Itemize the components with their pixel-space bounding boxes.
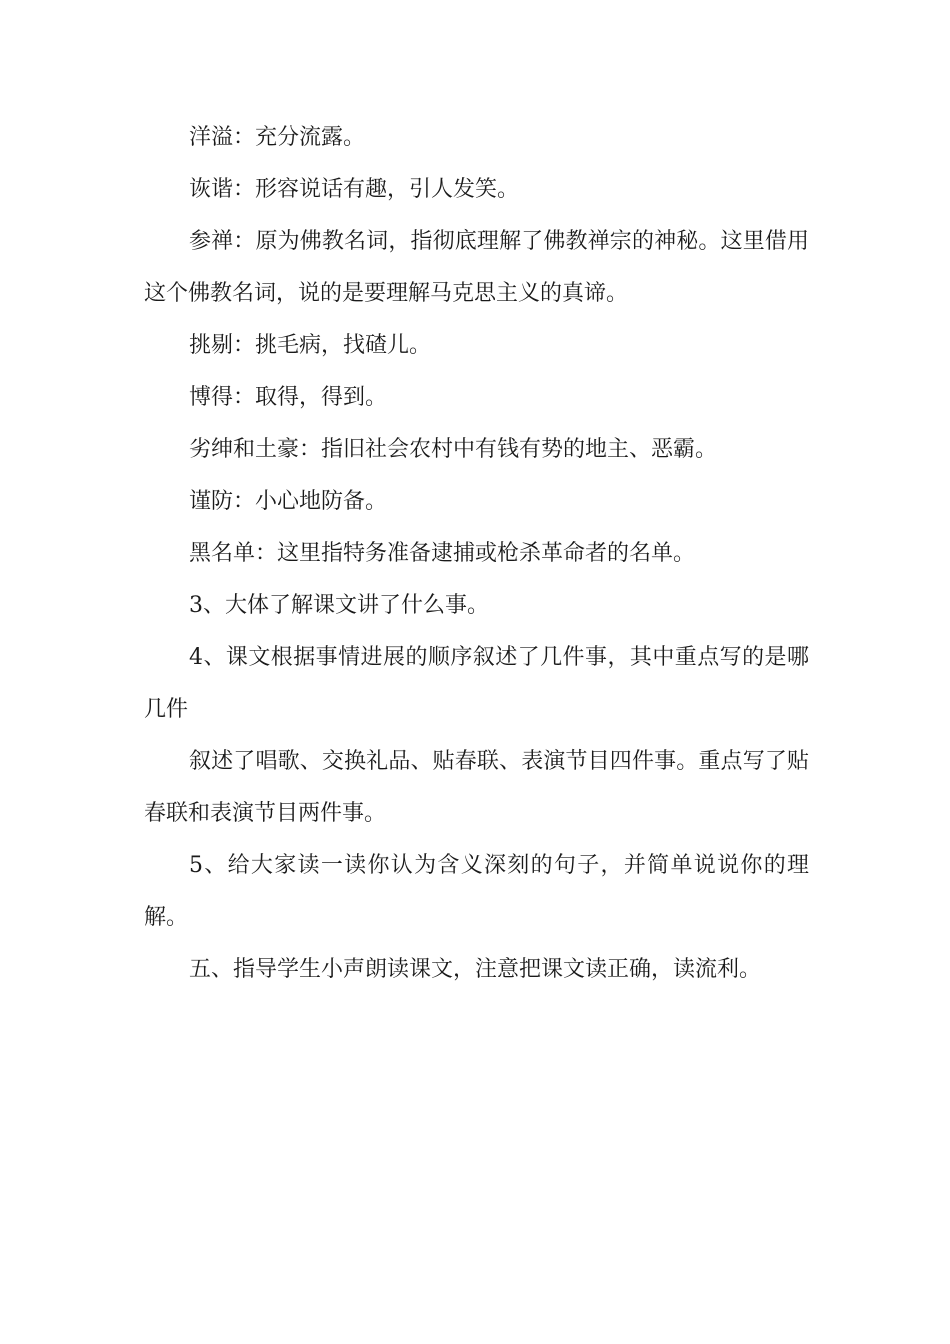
paragraph-tiaoti: 挑剔：挑毛病，找碴儿。 [189, 333, 432, 358]
paragraph-heimingdan: 黑名单：这里指特务准备逮捕或枪杀革命者的名单。 [189, 541, 696, 566]
paragraph-huixie: 诙谐：形容说话有趣，引人发笑。 [189, 177, 520, 202]
paragraph-yangyi: 洋溢：充分流露。 [189, 125, 366, 150]
paragraph-bode: 博得：取得，得到。 [189, 385, 388, 410]
document-body [144, 112, 809, 996]
paragraph-jinfang: 谨防：小心地防备。 [189, 489, 388, 514]
paragraph-lieshen: 劣绅和土豪：指旧社会农村中有钱有势的地主、恶霸。 [189, 437, 718, 462]
paragraph-item-4-answer: 叙述了唱歌、交换礼品、贴春联、表演节目四件事。重点写了贴春联和表演节目两件事。 [144, 749, 809, 826]
paragraph-canchan: 参禅：原为佛教名词，指彻底理解了佛教禅宗的神秘。这里借用这个佛教名词，说的是要理解马克思主义的真谛。 [144, 229, 809, 306]
paragraph-section-5: 五、指导学生小声朗读课文，注意把课文读正确，读流利。 [189, 957, 762, 982]
paragraph-item-3: 3、大体了解课文讲了什么事。 [189, 593, 489, 618]
paragraph-item-4: 4、课文根据事情进展的顺序叙述了几件事，其中重点写的是哪几件 [144, 645, 809, 722]
paragraph-item-5: 5、给大家读一读你认为含义深刻的句子，并简单说说你的理解。 [144, 853, 809, 930]
